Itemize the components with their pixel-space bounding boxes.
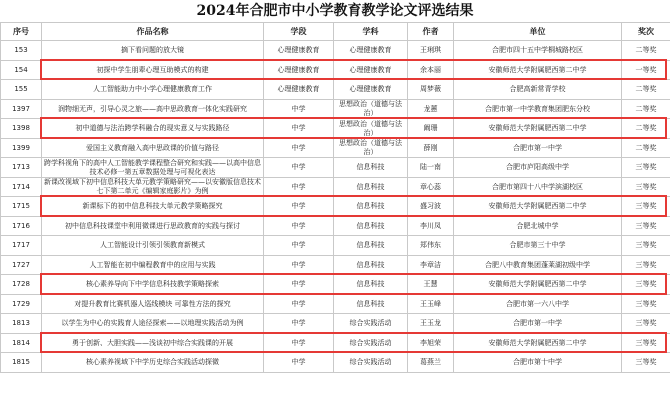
cell-unit: 安徽师范大学附属肥西第二中学 [454,275,622,295]
cell-author: 陆一南 [408,158,454,178]
cell-unit: 合肥市第一中学 [454,314,622,334]
cell-unit: 合肥市四十五中学桐城路校区 [454,41,622,61]
cell-work-title: 人工智能在初中编程教育中的应用与实践 [42,256,264,275]
cell-stage: 中学 [264,275,334,295]
table-row [1,314,670,334]
table-row [1,158,670,178]
cell-author: 王玉峰 [408,295,454,314]
cell-stage: 中学 [264,334,334,353]
col-header-work-title: 作品名称 [42,23,264,41]
table-row [1,256,670,275]
cell-author: 龙蕙 [408,100,454,119]
table-row [1,334,670,353]
cell-work-title: 初中信息科技课堂中利用微课进行思政教育的实践与探讨 [42,217,264,236]
cell-work-title: 以学生为中心的实践育人途径探索——以地理实践活动为例 [42,314,264,334]
cell-subject: 综合实践活动 [334,334,408,353]
col-header-author: 作者 [408,23,454,41]
table-row [1,80,670,100]
cell-number: 1815 [1,353,42,373]
cell-award: 二等奖 [622,139,670,158]
cell-subject: 信息科技 [334,197,408,217]
cell-unit: 合肥市第一六八中学 [454,295,622,314]
cell-unit: 安徽师范大学附属肥西第二中学 [454,61,622,80]
cell-work-title: 跨学科视角下的高中人工智能教学课程整合研究和实践——以高中信息技术必修一第五章数据处理与可视化表达 [42,158,264,178]
cell-author: 李章洁 [408,256,454,275]
col-header-stage: 学段 [264,23,334,41]
cell-author: 余本丽 [408,61,454,80]
cell-author: 薛刚 [408,139,454,158]
cell-stage: 中学 [264,178,334,197]
cell-work-title: 人工智能助力中小学心理健康教育工作 [42,80,264,100]
cell-subject: 心理健康教育 [334,80,408,100]
cell-work-title: 人工智能设计引领引领教育新模式 [42,236,264,256]
cell-subject: 思想政治（道德与法治） [334,139,408,158]
cell-unit: 合肥市庐阳高级中学 [454,158,622,178]
cell-unit: 合肥市第四十八中学滨湖校区 [454,178,622,197]
table-row [1,295,670,314]
cell-award: 三等奖 [622,197,670,217]
cell-stage: 心理健康教育 [264,41,334,61]
cell-subject: 信息科技 [334,178,408,197]
cell-number: 1727 [1,256,42,275]
cell-unit: 安徽师范大学附属肥西第二中学 [454,334,622,353]
cell-number: 1715 [1,197,42,217]
table-row [1,197,670,217]
cell-author: 阚珊 [408,119,454,139]
cell-subject: 心理健康教育 [334,41,408,61]
cell-number: 1397 [1,100,42,119]
cell-unit: 合肥市第一中学 [454,139,622,158]
cell-work-title: 爱国主义教育融入高中思政课的价值与路径 [42,139,264,158]
table-row [1,100,670,119]
cell-subject: 思想政治（道德与法治） [334,119,408,139]
table-row [1,41,670,61]
cell-author: 章心蕊 [408,178,454,197]
cell-award: 三等奖 [622,217,670,236]
cell-subject: 信息科技 [334,236,408,256]
cell-number: 1728 [1,275,42,295]
cell-stage: 中学 [264,236,334,256]
cell-stage: 中学 [264,295,334,314]
cell-subject: 信息科技 [334,256,408,275]
cell-unit: 合肥北城中学 [454,217,622,236]
cell-number: 1714 [1,178,42,197]
cell-award: 三等奖 [622,295,670,314]
cell-unit: 合肥市第一中学教育集团肥东分校 [454,100,622,119]
cell-work-title: 对提升教育比赛机器人巡线模块 可靠性方法的探究 [42,295,264,314]
table-row [1,353,670,373]
cell-number: 1398 [1,119,42,139]
cell-award: 一等奖 [622,61,670,80]
cell-number: 1717 [1,236,42,256]
cell-number: 1814 [1,334,42,353]
table-row [1,61,670,80]
col-header-award: 奖次 [622,23,670,41]
cell-stage: 中学 [264,119,334,139]
cell-work-title: 勇于创新、大胆实践——浅谈初中综合实践课的开展 [42,334,264,353]
cell-number: 155 [1,80,42,100]
cell-work-title: 核心素养视域下中学历史综合实践活动探微 [42,353,264,373]
cell-subject: 心理健康教育 [334,61,408,80]
cell-stage: 心理健康教育 [264,61,334,80]
cell-award: 二等奖 [622,100,670,119]
cell-author: 郑伟东 [408,236,454,256]
cell-stage: 中学 [264,256,334,275]
cell-award: 二等奖 [622,41,670,61]
page-title: 2024年合肥市中小学教育教学论文评选结果 [196,3,474,19]
cell-number: 1729 [1,295,42,314]
cell-author: 周梦薇 [408,80,454,100]
cell-stage: 中学 [264,100,334,119]
cell-stage: 心理健康教育 [264,80,334,100]
cell-stage: 中学 [264,158,334,178]
table-row [1,178,670,197]
cell-author: 王琍琪 [408,41,454,61]
cell-award: 三等奖 [622,314,670,334]
cell-number: 153 [1,41,42,61]
cell-work-title: 初探中学生朋辈心理互助模式的构建 [42,61,264,80]
cell-award: 三等奖 [622,256,670,275]
cell-award: 三等奖 [622,178,670,197]
cell-stage: 中学 [264,217,334,236]
cell-award: 二等奖 [622,80,670,100]
cell-stage: 中学 [264,314,334,334]
cell-work-title: 润物细无声，引导心灵之旅——高中思政教育一体化实践研究 [42,100,264,119]
cell-award: 三等奖 [622,275,670,295]
cell-number: 1713 [1,158,42,178]
cell-author: 葛燕兰 [408,353,454,373]
cell-award: 三等奖 [622,353,670,373]
cell-stage: 中学 [264,139,334,158]
table-row [1,217,670,236]
cell-award: 二等奖 [622,119,670,139]
col-header-subject: 学科 [334,23,408,41]
cell-subject: 信息科技 [334,295,408,314]
cell-unit: 合肥高新常青学校 [454,80,622,100]
cell-subject: 综合实践活动 [334,353,408,373]
table-row [1,275,670,295]
cell-number: 1716 [1,217,42,236]
cell-work-title: 新课标下的初中信息科技大单元教学策略探究 [42,197,264,217]
cell-work-title: 新课改视域下初中信息科技大单元教学策略研究——以安徽版信息技术七下第二单元《编辑家庭影片》为例 [42,178,264,197]
table-header-row [1,23,670,41]
cell-number: 1399 [1,139,42,158]
cell-unit: 合肥市第三十中学 [454,236,622,256]
col-header-number: 序号 [1,23,42,41]
cell-unit: 安徽师范大学附属肥西第二中学 [454,197,622,217]
cell-award: 三等奖 [622,334,670,353]
cell-subject: 信息科技 [334,275,408,295]
cell-author: 王慧 [408,275,454,295]
cell-subject: 信息科技 [334,217,408,236]
results-table [0,22,670,373]
table-row [1,119,670,139]
cell-work-title: 初中道德与法治跨学科融合的现实意义与实践路径 [42,119,264,139]
table-row [1,139,670,158]
table-row [1,236,670,256]
cell-author: 李川凤 [408,217,454,236]
cell-subject: 综合实践活动 [334,314,408,334]
cell-unit: 合肥八中教育集团蓬莱湖初级中学 [454,256,622,275]
cell-unit: 安徽师范大学附属肥西第二中学 [454,119,622,139]
cell-author: 王玉龙 [408,314,454,334]
cell-stage: 中学 [264,197,334,217]
cell-award: 三等奖 [622,236,670,256]
cell-unit: 合肥市第十中学 [454,353,622,373]
cell-author: 盛习波 [408,197,454,217]
cell-subject: 信息科技 [334,158,408,178]
cell-work-title: 核心素养导向下中学信息科技教学策略探索 [42,275,264,295]
cell-award: 三等奖 [622,158,670,178]
cell-author: 李旭荣 [408,334,454,353]
cell-number: 154 [1,61,42,80]
cell-subject: 思想政治（道德与法治） [334,100,408,119]
cell-stage: 中学 [264,353,334,373]
col-header-unit: 单位 [454,23,622,41]
cell-work-title: 摘下看问题的放大镜 [42,41,264,61]
cell-number: 1813 [1,314,42,334]
